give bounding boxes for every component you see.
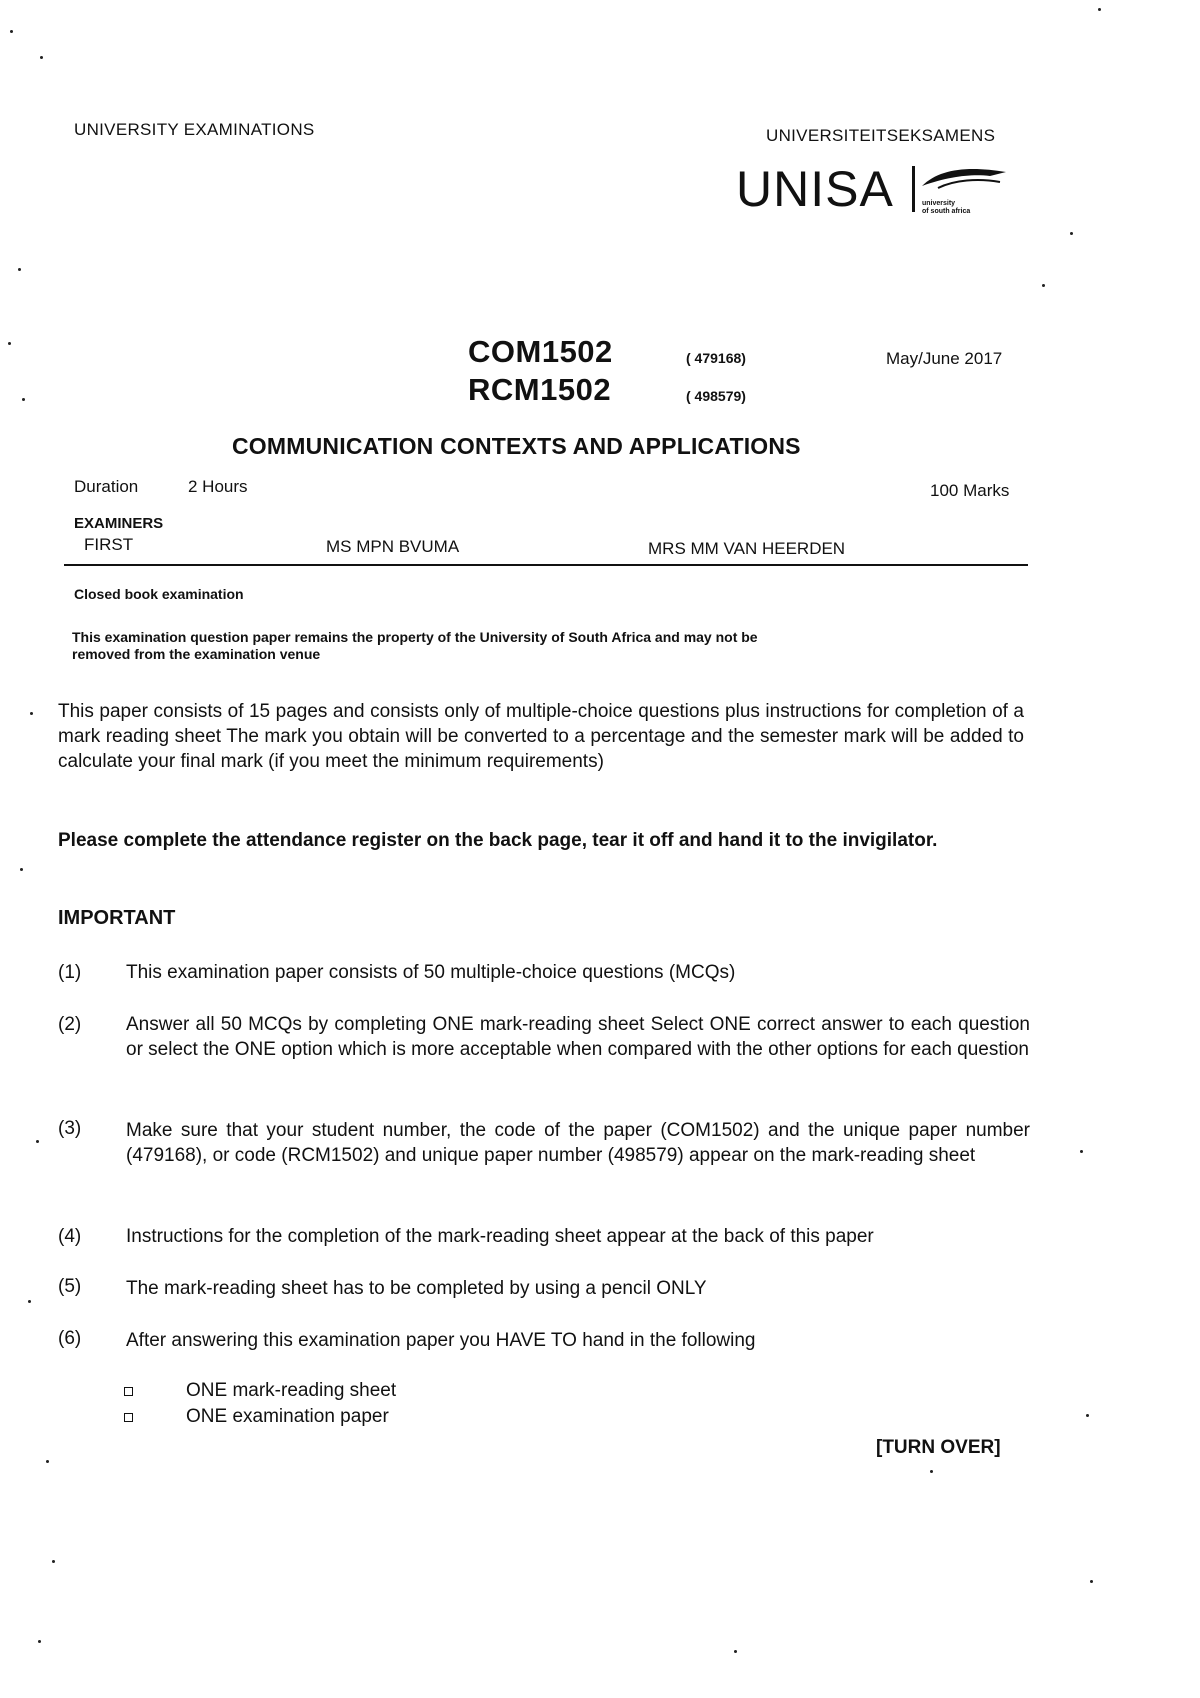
- examiners-heading: EXAMINERS: [74, 515, 164, 532]
- exam-date: May/June 2017: [886, 349, 1003, 368]
- important-heading: IMPORTANT: [58, 907, 176, 929]
- course-code-1: COM1502: [468, 334, 613, 369]
- item-1-text: This examination paper consists of 50 multiple-choice questions (MCQs): [126, 962, 736, 983]
- unisa-logo-icon: [920, 164, 1008, 192]
- closed-book-note: Closed book examination: [74, 586, 244, 602]
- handin-item-2: ONE examination paper: [186, 1406, 389, 1427]
- item-3-number: (3): [58, 1118, 82, 1139]
- checkbox-bullet-icon: [124, 1387, 133, 1396]
- paper-number-1: ( 479168): [686, 350, 746, 366]
- paper-number-2: ( 498579): [686, 388, 746, 404]
- logo-wordmark: UNISA: [736, 161, 894, 217]
- handin-item-1: ONE mark-reading sheet: [186, 1380, 397, 1401]
- examiner-2: MRS MM VAN HEERDEN: [648, 539, 846, 558]
- duration-label: Duration: [74, 477, 139, 496]
- examiners-first-label: FIRST: [84, 535, 134, 554]
- module-title: COMMUNICATION CONTEXTS AND APPLICATIONS: [232, 433, 801, 459]
- duration-value: 2 Hours: [188, 477, 248, 496]
- item-6-text: After answering this examination paper you HAVE TO hand in the following: [126, 1330, 756, 1351]
- property-note-line2: removed from the examination venue: [72, 646, 321, 662]
- item-4-number: (4): [58, 1226, 82, 1247]
- item-1-number: (1): [58, 962, 82, 983]
- intro-paragraph: This paper consists of 15 pages and consists only of multiple-choice questions plus instructions for completion of a mark reading sheet The mark you obtain will be converted to a percentage and the semester mark will be added to calculate your final mark (if you meet the minimum requirements): [58, 701, 1024, 772]
- attendance-instruction: Please complete the attendance register on the back page, tear it off and hand it to the invigilator.: [58, 830, 938, 851]
- item-3-text: Make sure that your student number, the code of the paper (COM1502) and the unique paper number (479168), or code (RCM1502) and unique paper number (498579) appear on the mark-reading sheet: [126, 1120, 1030, 1166]
- property-note-line1: This examination question paper remains the property of the University of South Africa and may not be: [72, 629, 758, 645]
- turn-over-label: [TURN OVER]: [876, 1437, 1001, 1458]
- logo-divider: [912, 166, 915, 212]
- item-2-text: Answer all 50 MCQs by completing ONE mark-reading sheet Select ONE correct answer to each question or select the ONE option which is more acceptable when compared with the other options for each question: [126, 1014, 1030, 1060]
- examiners-rule: [64, 564, 1028, 566]
- header-left: UNIVERSITY EXAMINATIONS: [74, 120, 315, 139]
- examiner-1: MS MPN BVUMA: [326, 537, 460, 556]
- header-right: UNIVERSITEITSEKSAMENS: [766, 126, 996, 145]
- item-6-number: (6): [58, 1328, 82, 1349]
- checkbox-bullet-icon: [124, 1413, 133, 1422]
- logo-tagline-2: of south africa: [922, 208, 971, 215]
- unisa-logo: [736, 158, 1008, 222]
- item-4-text: Instructions for the completion of the mark-reading sheet appear at the back of this paper: [126, 1226, 874, 1247]
- item-5-text: The mark-reading sheet has to be completed by using a pencil ONLY: [126, 1278, 707, 1299]
- course-code-2: RCM1502: [468, 372, 612, 407]
- logo-tagline-1: university: [922, 200, 956, 207]
- total-marks: 100 Marks: [930, 481, 1010, 500]
- item-2-number: (2): [58, 1014, 82, 1035]
- item-5-number: (5): [58, 1276, 82, 1297]
